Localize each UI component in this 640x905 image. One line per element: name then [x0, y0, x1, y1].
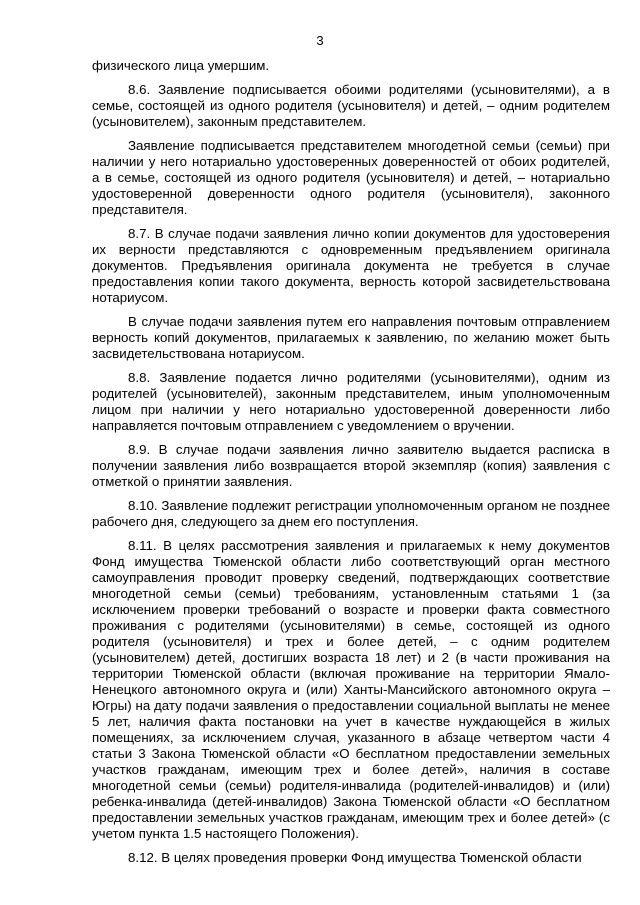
paragraph-8-9: 8.9. В случае подачи заявления лично заявителю выдается расписка в получении заявления либо возвращается второй экземпляр (копия) заявления с отметкой о принятии заявления. [92, 442, 610, 489]
paragraph-8-7: 8.7. В случае подачи заявления лично копии документов для удостоверения их верности представляются с одновременным предъявлением оригинала документов. Предъявления оригинала документа не требуется в случае предоставления копии такого документа, верность которой засвидетельствована нотариусом. [92, 226, 610, 305]
paragraph-8-6-representative: Заявление подписывается представителем многодетной семьи (семьи) при наличии у него нотариально удостоверенных доверенностей от обоих родителей, а в семье, состоящей из одного родителя (усыновителя) и детей, – нотариально удостоверенной доверенности одного родителя (усыновителя), законного представителя. [92, 138, 610, 217]
paragraph-continuation: физического лица умершим. [92, 58, 270, 73]
page-number: 3 [316, 33, 324, 48]
paragraph-8-6: 8.6. Заявление подписывается обоими родителями (усыновителями), а в семье, состоящей из одного родителя (усыновителя) и детей, – одним родителем (усыновителем), законным представителем. [92, 82, 610, 129]
paragraph-8-12: 8.12. В целях проведения проверки Фонд имущества Тюменской области [128, 850, 582, 865]
document-body [92, 58, 610, 874]
paragraph-8-10: 8.10. Заявление подлежит регистрации уполномоченным органом не позднее рабочего дня, следующего за днем его поступления. [92, 498, 610, 529]
paragraph-8-7-mail: В случае подачи заявления путем его направления почтовым отправлением верность копий документов, прилагаемых к заявлению, по желанию может быть засвидетельствована нотариусом. [92, 314, 610, 361]
paragraph-8-8: 8.8. Заявление подается лично родителями (усыновителями), одним из родителей (усыновителей), законным представителем, иным уполномоченным лицом при наличии у него нотариально удостоверенной доверенности либо направляется почтовым отправлением с уведомлением о вручении. [92, 370, 610, 433]
paragraph-8-11: 8.11. В целях рассмотрения заявления и прилагаемых к нему документов Фонд имущества Тюменской области либо соответствующий орган местного самоуправления проводит проверку сведений, подтверждающих соответствие многодетной семьи (семьи) требованиям, установленным статьями 1 (за исключением проверки требований о возрасте и проверки факта совместного проживания с родителями (усыновителями) в семье, состоящей из одного родителя (усыновителя) и трех и более детей, – с одним родителем (усыновителем) детей, достигших возраста 18 лет) и 2 (в части проживания на территории Тюменской области (включая проживание на территории Ямало-Ненецкого автономного округа и (или) Ханты-Мансийского автономного округа – Югры) на дату подачи заявления о предоставлении социальной выплаты не менее 5 лет, наличия факта постановки на учет в качестве нуждающейся в жилых помещениях, за исключением случая, указанного в абзаце четвертом части 4 статьи 3 Закона Тюменской области «О бесплатном предоставлении земельных участков гражданам, имеющим трех и более детей», наличия в составе многодетной семьи (семьи) родителя-инвалида (родителей-инвалидов) и (или) ребенка-инвалида (детей-инвалидов) Закона Тюменской области «О бесплатном предоставлении земельных участков гражданам, имеющим трех и более детей» (с учетом пункта 1.5 настоящего Положения). [92, 538, 610, 841]
